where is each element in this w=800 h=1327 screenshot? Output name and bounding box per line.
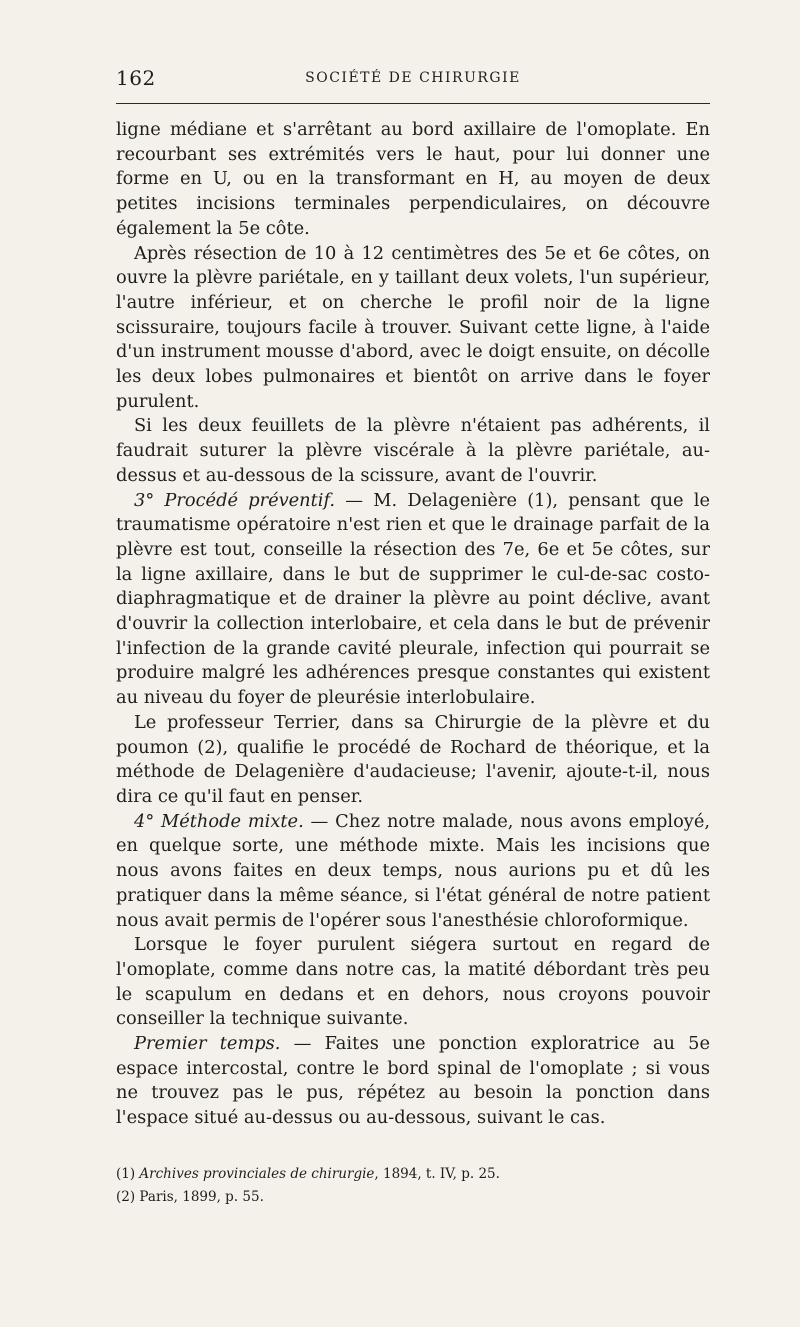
section-label: 3° Procédé préventif. — [134, 489, 336, 511]
page-header — [116, 66, 710, 90]
paragraph: Après résection de 10 à 12 centimètres des 5e et 6e côtes, on ouvre la plèvre pariétale, en y taillant deux volets, l'un supérieur, l'autre inférieur, et on cherche le profil noir de la ligne scissuraire, toujours facile à trouver. Suivant cette ligne, à l'aide d'un instrument mousse d'abord, avec le doigt ensuite, on décolle les deux lobes pulmonaires et bientôt on arrive dans le foyer purulent. — [116, 242, 710, 412]
section-label: Premier temps. — [134, 1033, 281, 1055]
paragraph: Le professeur Terrier, dans sa Chirurgie de la plèvre et du poumon (2), qualifie le procédé de Rochard de théorique, et la méthode de Delagenière d'audacieuse; l'avenir, ajoute-t-il, nous dira ce qu'il faut en penser. — [116, 711, 710, 807]
body-text — [116, 118, 710, 1131]
header-rule — [116, 103, 710, 104]
footnote: (1) Archives provinciales de chirurgie, 1894, t. IV, p. 25. — [116, 1166, 500, 1182]
paragraph: 3° Procédé préventif. — M. Delagenière (1), pensant que le traumatisme opératoire n'est rien et que le drainage parfait de la plèvre est tout, conseille la résection des 7e, 6e et 5e côtes, sur la ligne axillaire, dans le but de supprimer le cul-de-sac costo-diaphragmatique et de drainer la plèvre au point déclive, avant d'ouvrir la collection interlobaire, et cela dans le but de prévenir l'infection de la grande cavité pleurale, infection qui pourrait se produire malgré les adhérences presque constantes qui existent au niveau du foyer de pleurésie interlobulaire. — [116, 489, 710, 709]
paragraph: Si les deux feuillets de la plèvre n'étaient pas adhérents, il faudrait suturer la plèvre viscérale à la plèvre pariétale, au-dessus et au-dessous de la scissure, avant de l'ouvrir. — [116, 415, 710, 486]
paragraph: 4° Méthode mixte. — Chez notre malade, nous avons employé, en quelque sorte, une méthode mixte. Mais les incisions que nous avons faites en deux temps, nous aurions pu et dû les pratiquer dans la même séance, si l'état général de notre patient nous avait permis de l'opérer sous l'anesthésie chloroformique. — [116, 810, 710, 931]
footnotes — [116, 1163, 710, 1209]
paragraph: ligne médiane et s'arrêtant au bord axillaire de l'omoplate. En recourbant ses extrémités vers le haut, pour lui donner une forme en U, ou en la transformant en H, au moyen de deux petites incisions terminales perpendiculaires, on découvre également la 5e côte. — [116, 119, 710, 239]
running-title: SOCIÉTÉ DE CHIRURGIE — [305, 70, 521, 86]
paragraph: Lorsque le foyer purulent siégera surtout en regard de l'omoplate, comme dans notre cas, la matité débordant très peu le scapulum en dedans et en dehors, nous croyons pouvoir conseiller la technique suivante. — [116, 934, 710, 1030]
paragraph: Premier temps. — Faites une ponction exploratrice au 5e espace intercostal, contre le bord spinal de l'omoplate ; si vous ne trouvez pas le pus, répétez au besoin la ponction dans l'espace situé au-dessus ou au-dessous, suivant le cas. — [116, 1033, 710, 1129]
page-number: 162 — [116, 66, 156, 90]
footnote: (2) Paris, 1899, p. 55. — [116, 1189, 264, 1205]
section-label: 4° Méthode mixte. — [134, 810, 304, 832]
